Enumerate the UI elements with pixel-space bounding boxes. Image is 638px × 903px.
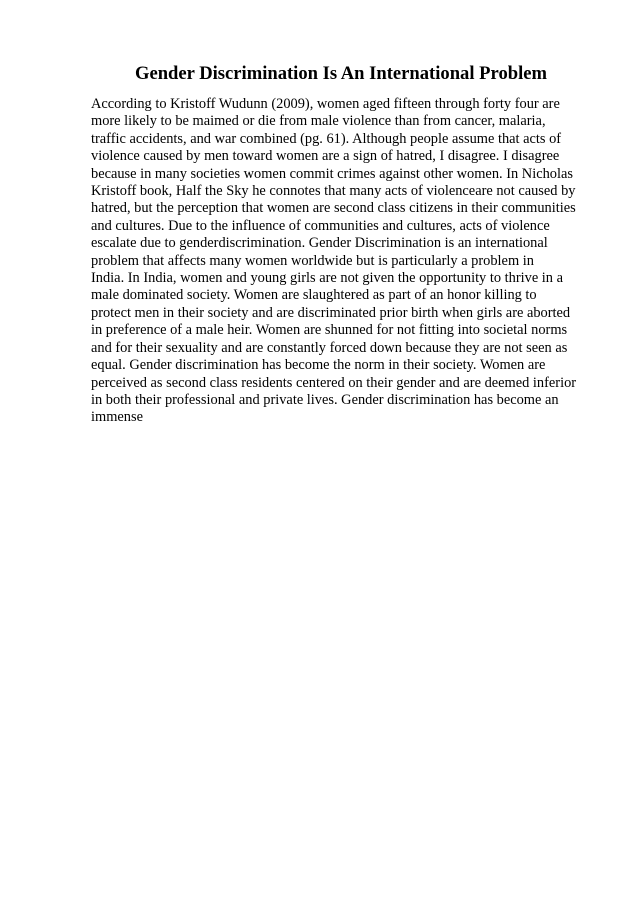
text-line: because in many societies women commit crimes against other women. In Nicholas <box>91 165 573 182</box>
text-line: and cultures. Due to the influence of communities and cultures, acts of violence <box>91 217 550 234</box>
text-line: more likely to be maimed or die from male violence than from cancer, malaria, <box>91 113 546 130</box>
text-line: perceived as second class residents centered on their gender and are deemed inferior <box>91 374 577 391</box>
text-line: equal. Gender discrimination has become the norm in their society. Women are <box>91 357 546 374</box>
text-line: escalate due to genderdiscrimination. Gender Discrimination is an international <box>91 235 548 252</box>
text-line: and for their sexuality and are constantly forced down because they are not seen as <box>91 339 568 356</box>
text-line: India. In India, women and young girls are not given the opportunity to thrive in a <box>91 270 563 287</box>
text-line: immense <box>91 409 143 426</box>
text-line: male dominated society. Women are slaughtered as part of an honor killing to <box>91 287 537 304</box>
text-line: According to Kristoff Wudunn (2009), women aged fifteen through forty four are <box>91 96 560 112</box>
text-line: in preference of a male heir. Women are shunned for not fitting into societal norms <box>91 322 568 339</box>
text-line: violence caused by men toward women are a sign of hatred, I disagree. I disagree <box>91 148 560 165</box>
text-line: traffic accidents, and war combined (pg. 61). Although people assume that acts of <box>91 130 562 147</box>
text-line: protect men in their society and are discriminated prior birth when girls are aborted <box>91 304 571 321</box>
text-line: Kristoff book, Half the Sky he connotes that many acts of violenceare not caused by <box>91 183 576 200</box>
text-line: problem that affects many women worldwide but is particularly a problem in <box>91 252 534 269</box>
body-paragraph <box>91 96 611 427</box>
document-title: Gender Discrimination Is An International Problem <box>134 63 547 84</box>
text-line: hatred, but the perception that women are second class citizens in their communities <box>91 200 576 217</box>
text-line: in both their professional and private lives. Gender discrimination has become an <box>91 391 559 408</box>
